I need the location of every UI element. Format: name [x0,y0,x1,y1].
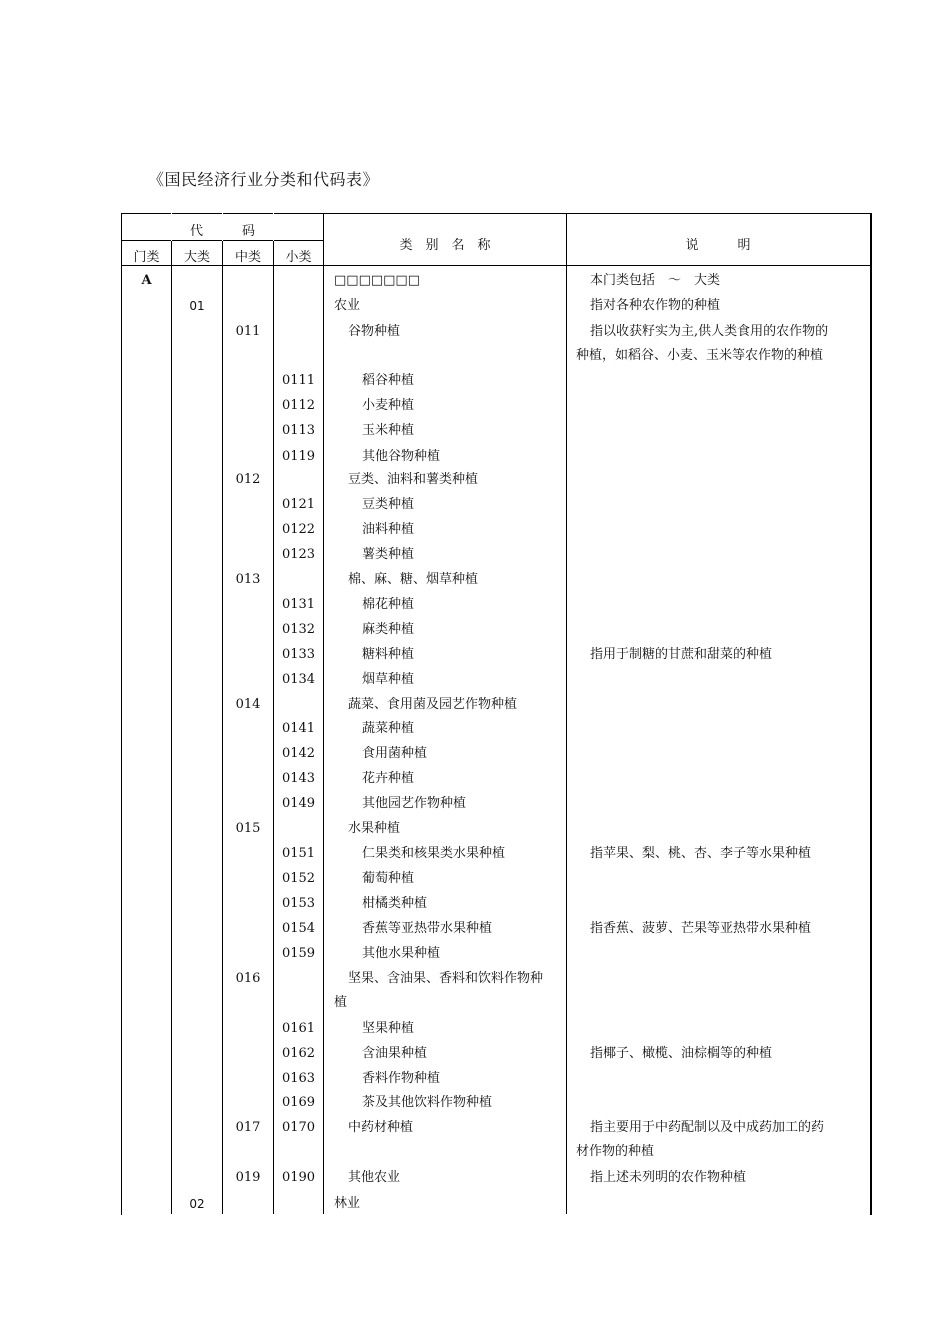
code-xiao: 0122 [281,522,316,537]
code-xiao: 0132 [281,622,316,637]
document-title: 《国民经济行业分类和代码表》 [148,170,380,189]
category-description: 指主要用于中药配制以及中成药加工的药 [590,1120,825,1135]
code-zhong: 013 [235,572,261,587]
code-xiao: 0152 [281,871,316,886]
category-name: 蔬菜、食用菌及园艺作物种植 [348,697,518,712]
category-name: 香料作物种植 [362,1071,441,1086]
category-name: 其他农业 [348,1170,401,1185]
code-zhong: 016 [235,971,261,986]
col-divider-name [566,213,567,1214]
code-da: 02 [189,1197,205,1211]
category-name: 农业 [334,298,361,313]
category-name: 其他水果种植 [362,946,441,961]
category-name: 其他园艺作物种植 [362,796,467,811]
category-description: 指香蕉、菠萝、芒果等亚热带水果种植 [590,921,812,936]
category-name: 玉米种植 [362,423,415,438]
category-name: 麻类种植 [362,622,415,637]
category-name: 中药材种植 [348,1120,414,1135]
code-xiao: 0149 [281,796,316,811]
category-name: 食用菌种植 [362,746,428,761]
code-zhong: 015 [235,821,261,836]
category-name: 糖料种植 [362,647,415,662]
header-bottom-divider [121,265,870,266]
code-xiao: 0162 [281,1046,316,1061]
header-code-group: 代 码 [189,224,255,239]
category-description: 指对各种农作物的种植 [590,298,721,313]
code-xiao: 0190 [281,1170,316,1185]
header-xiao: 小类 [285,250,312,265]
category-name: 水果种植 [348,821,401,836]
code-xiao: 0151 [281,846,316,861]
code-xiao: 0161 [281,1021,316,1036]
col-divider-men [171,213,172,1214]
category-name: 豆类种植 [362,497,415,512]
header-name: 类 别 名 称 [399,238,491,253]
code-xiao: 0141 [281,721,316,736]
category-name: 坚果、含油果、香料和饮料作物种 [348,971,544,986]
code-xiao: 0170 [281,1120,316,1135]
code-zhong: 012 [235,472,261,487]
category-name: 花卉种植 [362,771,415,786]
category-description: 指椰子、橄榄、油棕榈等的种植 [590,1046,773,1061]
col-divider-zhong [273,213,274,1214]
category-name: 薯类种植 [362,547,415,562]
category-name: 含油果种植 [362,1046,428,1061]
category-description: 指以收获籽实为主,供人类食用的农作物的 [590,324,829,339]
category-name: 仁果类和核果类水果种植 [362,846,506,861]
category-name: 稻谷种植 [362,373,415,388]
category-name: 林业 [334,1196,361,1211]
header-da: 大类 [183,250,210,265]
category-name: 油料种植 [362,522,415,537]
col-divider-xiao [323,213,324,1214]
category-name: 柑橘类种植 [362,896,428,911]
code-xiao: 0143 [281,771,316,786]
category-name: □□□□□□□ [334,273,420,288]
code-xiao: 0121 [281,497,316,512]
category-description: 指上述未列明的农作物种植 [590,1170,747,1185]
category-name: 其他谷物种植 [362,449,441,464]
code-da: 01 [189,299,205,313]
code-men: A [141,273,152,288]
code-zhong: 014 [235,697,261,712]
category-name: 蔬菜种植 [362,721,415,736]
code-xiao: 0153 [281,896,316,911]
category-name: 坚果种植 [362,1021,415,1036]
category-name-cont: 植 [334,995,348,1010]
code-xiao: 0133 [281,647,316,662]
code-zhong: 011 [235,324,261,339]
code-xiao: 0142 [281,746,316,761]
category-name: 葡萄种植 [362,871,415,886]
category-name: 谷物种植 [348,324,401,339]
header-desc: 说 明 [685,238,751,253]
category-name: 豆类、油料和薯类种植 [348,472,479,487]
code-xiao: 0131 [281,597,316,612]
code-xiao: 0163 [281,1071,316,1086]
code-xiao: 0112 [281,398,316,413]
code-xiao: 0123 [281,547,316,562]
code-zhong: 017 [235,1120,261,1135]
code-zhong: 019 [235,1170,261,1185]
category-name: 香蕉等亚热带水果种植 [362,921,493,936]
category-name: 棉、麻、糖、烟草种植 [348,572,479,587]
header-men: 门类 [133,250,160,265]
category-name: 小麦种植 [362,398,415,413]
category-description: 本门类包括 ～ 大类 [590,273,721,288]
category-name: 烟草种植 [362,672,415,687]
category-description: 指苹果、梨、桃、杏、李子等水果种植 [590,846,812,861]
category-description-cont: 种植，如稻谷、小麦、玉米等农作物的种植 [576,348,824,363]
category-name: 茶及其他饮料作物种植 [362,1095,493,1110]
category-name: 棉花种植 [362,597,415,612]
code-xiao: 0159 [281,946,316,961]
code-xiao: 0169 [281,1095,316,1110]
code-xiao: 0111 [281,373,316,388]
code-xiao: 0119 [281,449,316,464]
header-zhong: 中类 [234,250,261,265]
code-xiao: 0154 [281,921,316,936]
category-description-cont: 材作物的种植 [576,1144,655,1159]
category-description: 指用于制糖的甘蔗和甜菜的种植 [590,647,773,662]
code-xiao: 0134 [281,672,316,687]
code-xiao: 0113 [281,423,316,438]
